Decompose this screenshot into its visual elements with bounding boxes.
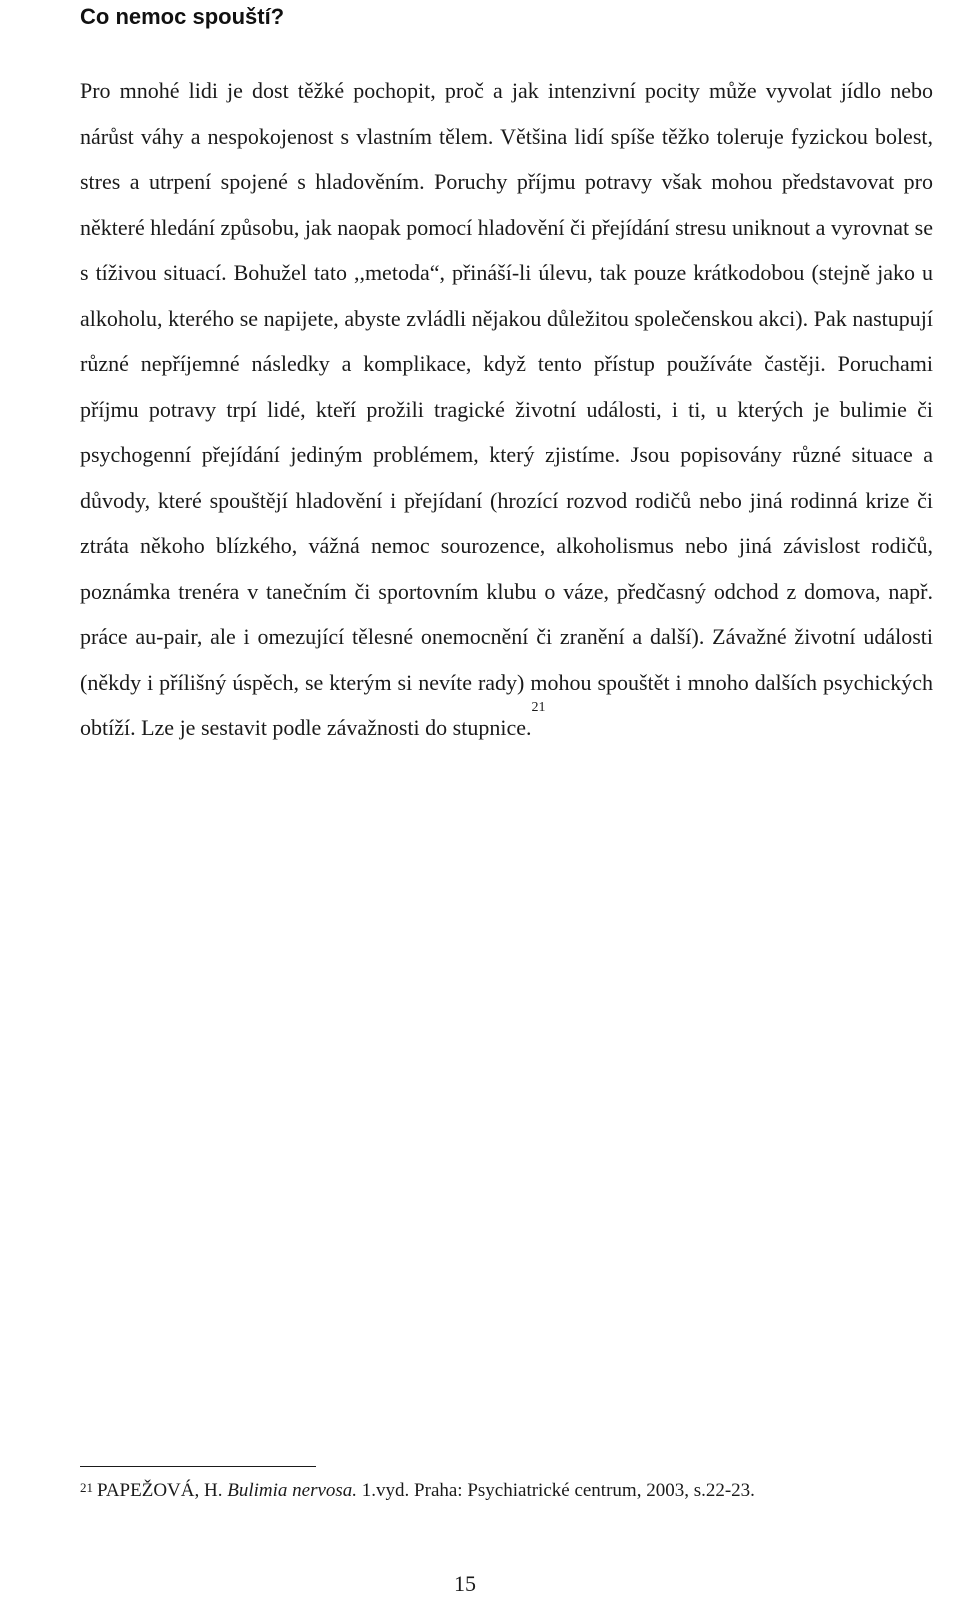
footnote — [80, 1478, 933, 1504]
footnote-separator — [80, 1466, 316, 1467]
footnote-reference: 21 — [531, 700, 546, 715]
footnote-number: 21 — [80, 1480, 93, 1495]
section-heading: Co nemoc spouští? — [80, 4, 285, 29]
body-paragraph-text: Pro mnohé lidi je dost těžké pochopit, proč a jak intenzivní pocity může vyvolat jídlo nebo nárůst váhy a nespokojenost s vlastním tělem. Většina lidí spíše těžko toleruje fyzickou bolest, stres a utrpení spojené s hladověním. Poruchy příjmu potravy však mohou představovat pro některé hledání způsobu, jak naopak pomocí hladovění či přejídání stresu uniknout a vyrovnat se s tíživou situací. Bohužel tato ,,metoda“, přináší-li úlevu, tak pouze krátkodobou (stejně jako u alkoholu, kterého se napijete, abyste zvládli nějakou důležitou společenskou akci). Pak nastupují různé nepříjemné následky a komplikace, když tento přístup používáte častěji. Poruchami příjmu potravy trpí lidé, kteří prožili tragické životní události, i ti, u kterých je bulimie či psychogenní přejídání jediným problémem, který zjistíme. Jsou popisovány různé situace a důvody, které spouštějí hladovění i přejídaní (hrozící rozvod rodičů nebo jiná rodinná krize či ztráta někoho blízkého, vážná nemoc sourozence, alkoholismus nebo jiná závislost rodičů, poznámka trenéra v tanečním či sportovním klubu o váze, předčasný odchod z domova, např. práce au-pair, ale i omezující tělesné onemocnění či zranění a další). Závažné životní události (někdy i přílišný úspěch, se kterým si nevíte rady) mohou spouštět i mnoho dalších psychických obtíží. Lze je sestavit podle závažnosti do stupnice. — [80, 78, 933, 740]
footnote-details: 1.vyd. Praha: Psychiatrické centrum, 2003, s.22-23. — [361, 1480, 755, 1501]
body-paragraph — [80, 68, 933, 751]
page-number: 15 — [454, 1571, 476, 1596]
footnote-author: PAPEŽOVÁ, H. — [97, 1480, 223, 1501]
footnote-title: Bulimia nervosa. — [227, 1480, 358, 1501]
